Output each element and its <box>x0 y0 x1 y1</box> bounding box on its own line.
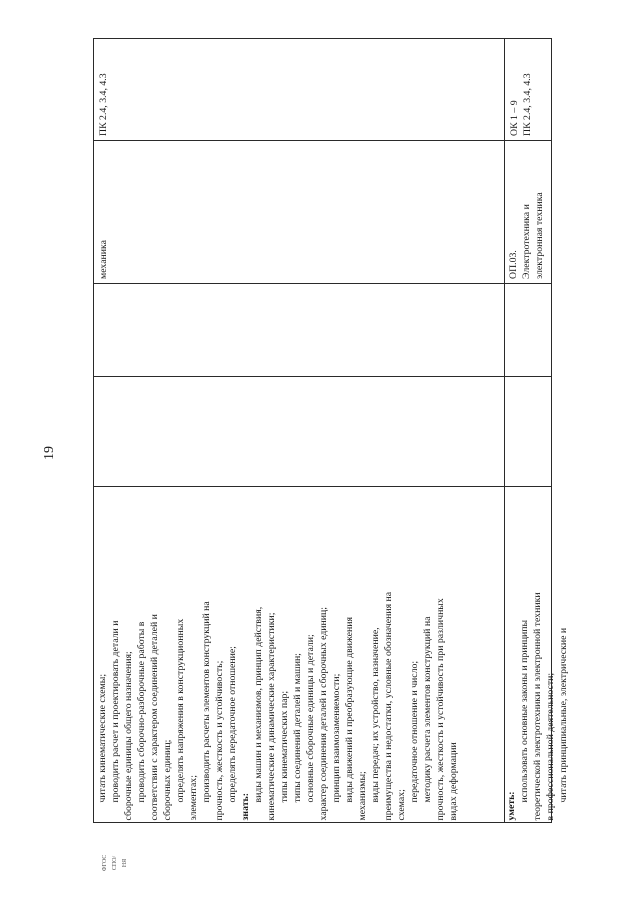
row2-competencies-cell <box>505 39 551 140</box>
row1-content-cell <box>94 487 504 822</box>
row1-line: проводить сборочно-разборочные работы в <box>136 621 147 802</box>
row2-line: теоретической электротехники и электронной техники <box>532 591 543 820</box>
row1-line: виды движений и преобразующие движения <box>344 616 355 802</box>
row1-line: прочность, жесткость и устойчивость; <box>214 660 225 820</box>
row1-line: определять передаточное отношение; <box>227 645 238 802</box>
row2-line: в профессиональной деятельности; <box>545 672 556 820</box>
row1-line: основные сборочные единицы и детали; <box>305 633 316 802</box>
row1-line: виды машин и механизмов, принцип действия, <box>253 606 264 802</box>
row1-line: элементах; <box>188 774 199 820</box>
row1-line: преимущества и недостатки, условные обозначения на <box>383 591 394 820</box>
row1-competencies-cell <box>94 39 504 140</box>
row1-line: механизмы; <box>357 770 368 820</box>
row2-discipline-cell <box>505 141 551 283</box>
column-divider-3 <box>93 376 552 377</box>
row1-competencies: ПК 2.4, 3.4, 4.3 <box>98 72 109 136</box>
row1-line: сборочных единиц; <box>162 739 173 820</box>
row1-discipline-cell <box>94 141 504 283</box>
page-number: 19 <box>42 446 57 460</box>
row2-line: читать принципиальные, электрические и <box>558 627 569 802</box>
row2-discipline-code: ОП.03. <box>508 250 519 279</box>
row1-line: проводить расчет и проектировать детали и <box>110 620 121 802</box>
row1-line: типы соединений деталей и машин; <box>292 652 303 802</box>
row1-line: производить расчеты элементов конструкций на <box>201 600 212 802</box>
row1-line: методику расчета элементов конструкций на <box>422 616 433 802</box>
row1-line: передаточное отношение и число; <box>409 660 420 802</box>
row1-line: определять напряжения в конструкционных <box>175 618 186 802</box>
row1-line: соответствии с характером соединений деталей и <box>149 613 160 820</box>
row1-discipline: механика <box>98 240 109 279</box>
row1-line: характер соединения деталей и сборочных единиц; <box>318 606 329 820</box>
row1-line: типы кинематических пар; <box>279 690 290 802</box>
row1-line: читать кинематические схемы; <box>97 673 108 802</box>
row1-line: прочность, жесткость и устойчивость при различных <box>435 597 446 820</box>
column-divider-2 <box>93 283 552 284</box>
row1-line: схемах; <box>396 788 407 820</box>
row1-line: сборочные единицы общего назначения; <box>123 650 134 820</box>
row1-line: видах деформации <box>448 741 459 820</box>
row1-line: принцип взаимозаменяемости; <box>331 673 342 802</box>
row2-competencies-line2: ПК 2.4, 3.4, 4.3 <box>522 72 533 136</box>
row2-line: использовать основные законы и принципы <box>519 619 530 802</box>
row1-line: знать: <box>240 792 251 820</box>
page-footer: ФГОС СПО/НЯ <box>102 854 128 872</box>
curriculum-table <box>93 38 569 823</box>
row2-discipline-line3: электронная техника <box>534 192 545 279</box>
row2-line: уметь: <box>506 790 517 820</box>
row2-competencies-line1: ОК 1 – 9 <box>509 99 520 136</box>
row2-discipline-line2: Электротехника и <box>521 204 532 279</box>
row1-line: виды передач; их устройство, назначение, <box>370 626 381 802</box>
row2-content-cell <box>505 487 569 822</box>
row1-line: кинематические и динамические характеристики; <box>266 612 277 820</box>
